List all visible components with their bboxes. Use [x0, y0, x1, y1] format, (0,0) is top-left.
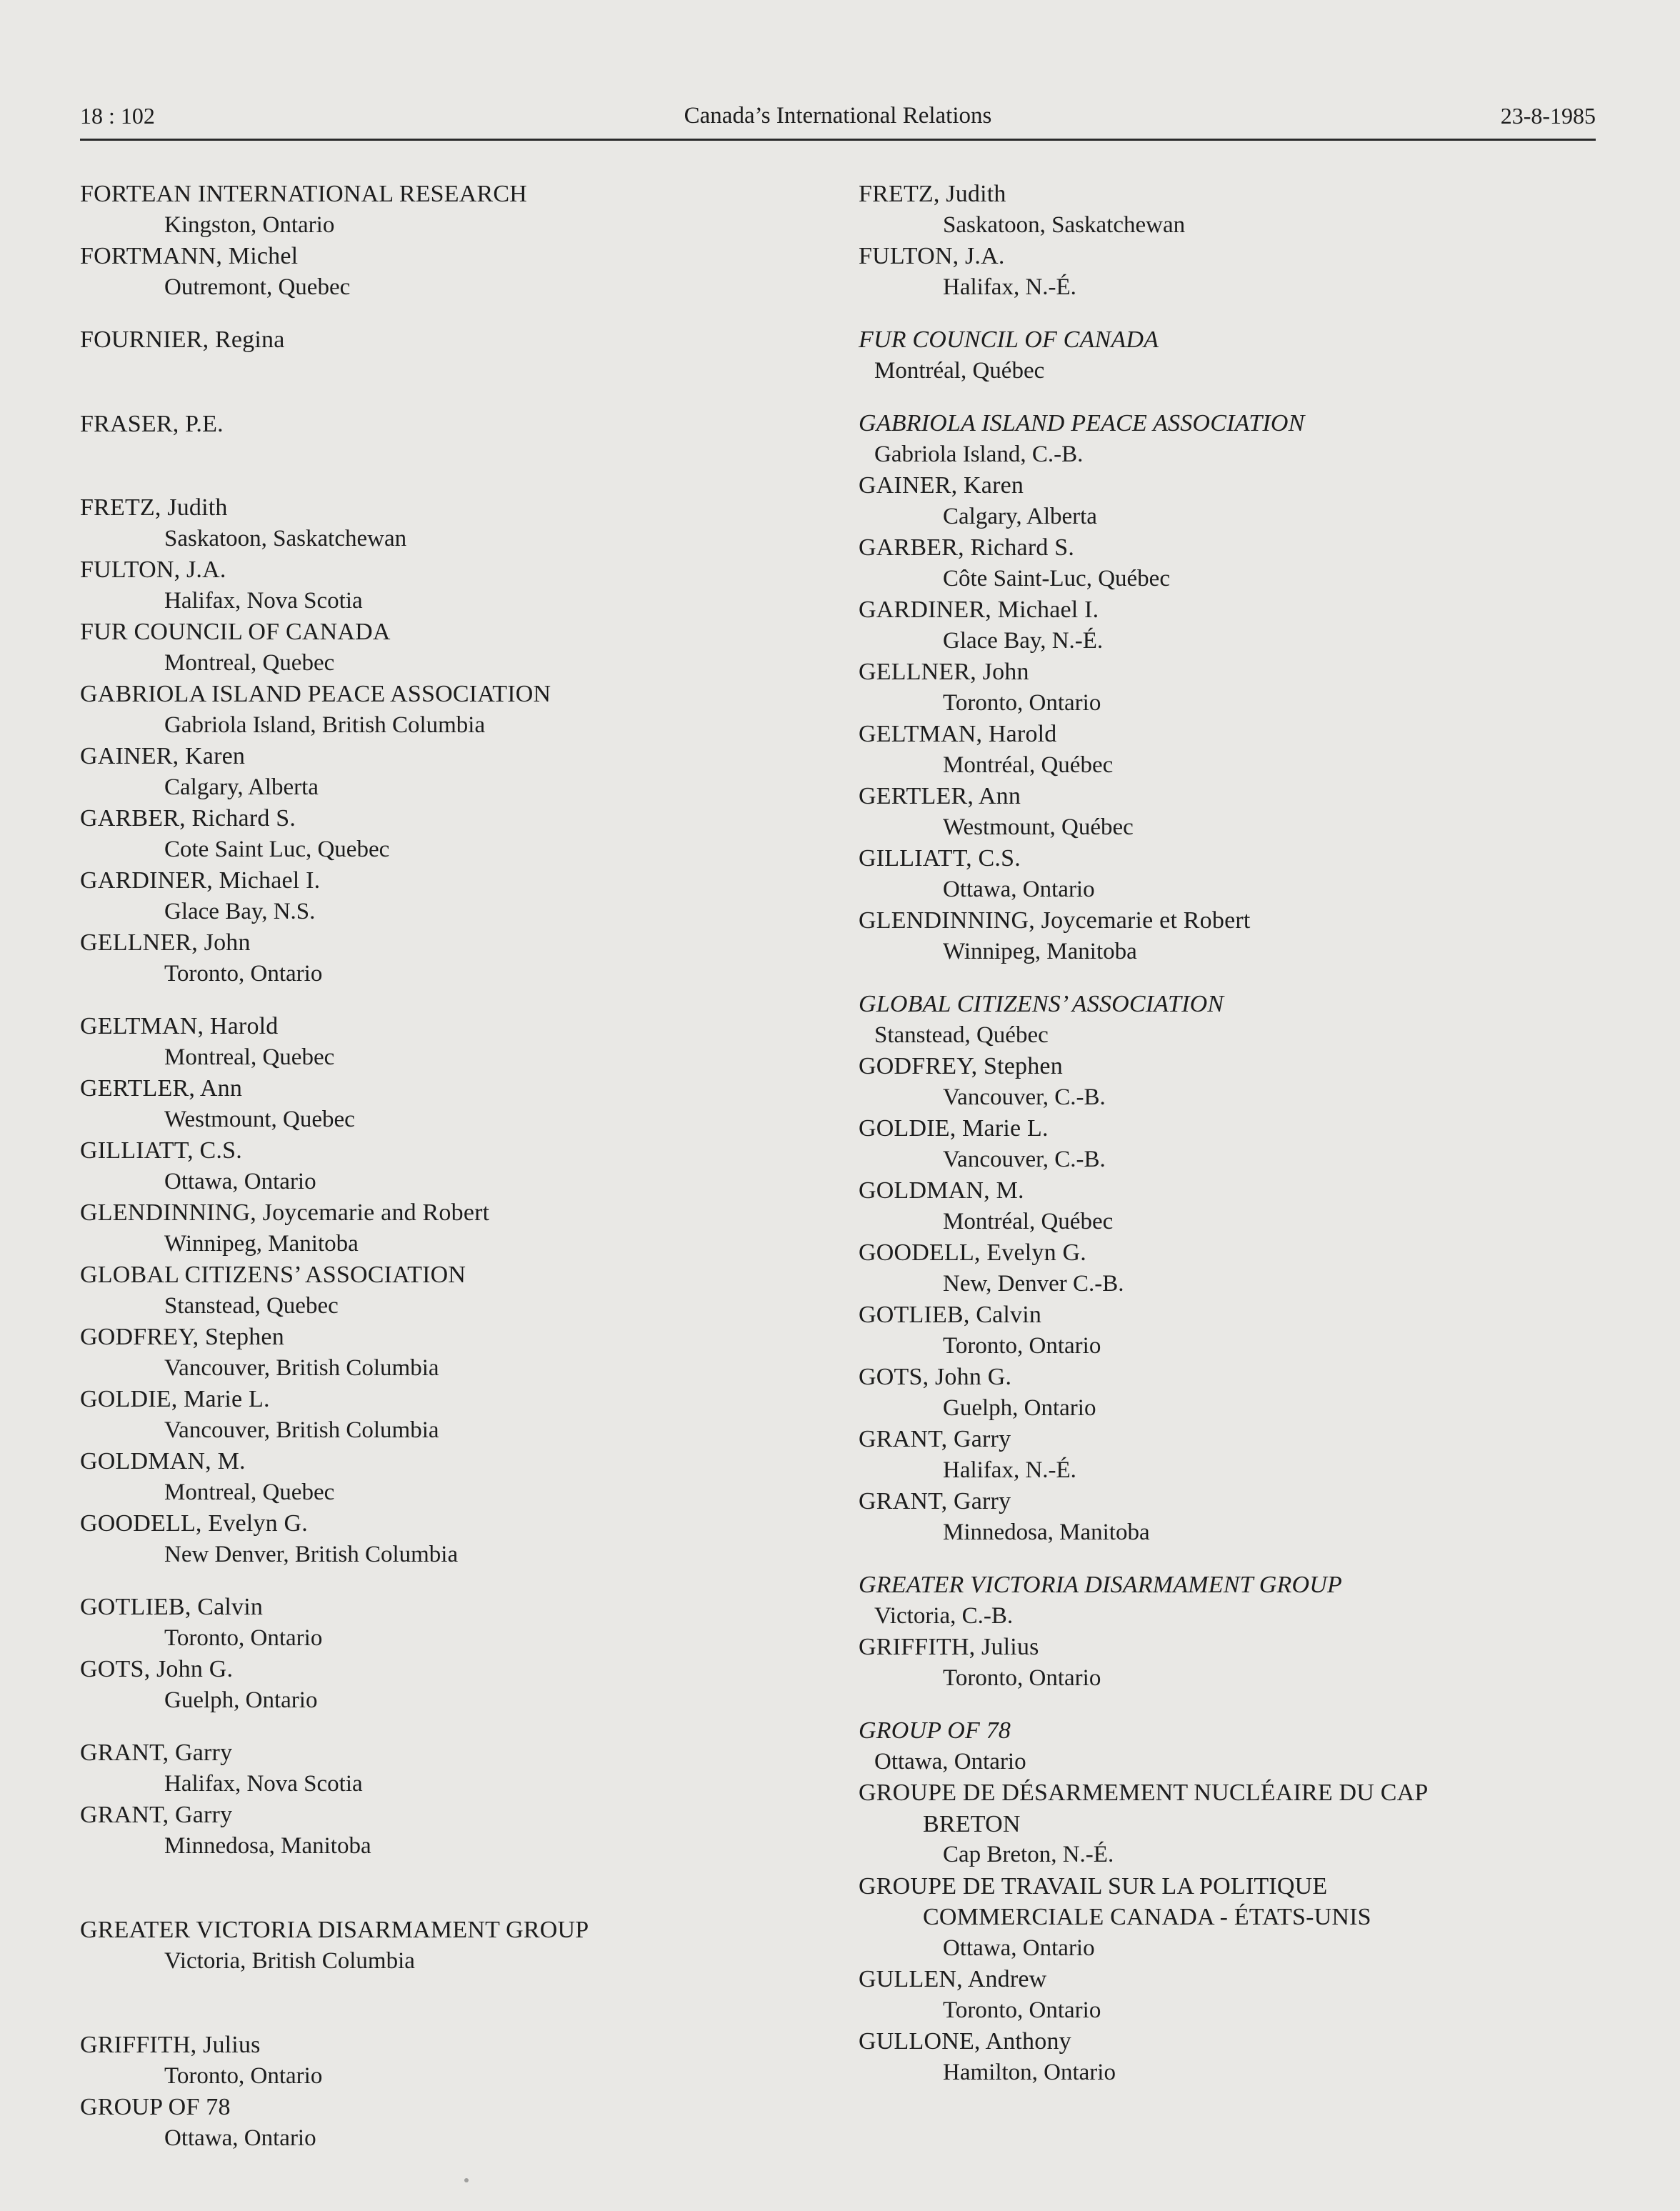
list-entry [859, 657, 1601, 719]
entry-location: New, Denver C.-B. [943, 1270, 1124, 1297]
list-entry [80, 927, 837, 989]
entry-name: GRANT, Garry [80, 1802, 233, 1828]
entry-location: Calgary, Alberta [164, 774, 319, 800]
entry-name: GRIFFITH, Julius [859, 1634, 1039, 1660]
right-column [859, 179, 1601, 2088]
entry-location: Minnedosa, Manitoba [943, 1519, 1150, 1545]
entry-name: GELLNER, John [80, 929, 251, 956]
entry-location: Cap Breton, N.-É. [943, 1842, 1114, 1867]
list-entry [859, 1632, 1601, 1694]
entry-location: Kingston, Ontario [164, 211, 335, 238]
left-column [80, 179, 837, 2154]
list-entry [859, 1569, 1601, 1632]
entry-name: FRETZ, Judith [859, 181, 1006, 207]
entry-name: GOLDIE, Marie L. [859, 1115, 1049, 1142]
list-entry [859, 532, 1601, 594]
list-entry [859, 1486, 1601, 1548]
list-entry [859, 719, 1601, 781]
list-entry [80, 865, 837, 927]
entry-location: Stanstead, Quebec [164, 1292, 339, 1319]
entry-location: Ottawa, Ontario [943, 1935, 1095, 1961]
list-entry [859, 1777, 1601, 1871]
list-entry [80, 803, 837, 865]
list-entry [80, 617, 837, 679]
entry-location: Gabriola Island, C.-B. [874, 441, 1084, 467]
list-entry [859, 1362, 1601, 1424]
entry-location: Montréal, Québec [943, 752, 1114, 778]
entry-name: GROUPE DE TRAVAIL SUR LA POLITIQUE [859, 1872, 1328, 1900]
entry-location: Toronto, Ontario [943, 689, 1101, 716]
list-entry [80, 492, 837, 554]
entry-name: GRIFFITH, Julius [80, 2032, 261, 2058]
entry-location: Toronto, Ontario [943, 1997, 1101, 2023]
entry-location: Gabriola Island, British Columbia [164, 712, 486, 738]
entry-location: Guelph, Ontario [164, 1687, 318, 1713]
entry-location: Toronto, Ontario [943, 1665, 1101, 1691]
entry-location: Montréal, Québec [943, 1208, 1114, 1234]
entry-name: GRANT, Garry [859, 1426, 1011, 1452]
list-entry [859, 1871, 1601, 1965]
entry-name: GROUPE DE DÉSARMEMENT NUCLÉAIRE DU CAP [859, 1780, 1429, 1806]
list-entry [859, 470, 1601, 532]
entry-name: FORTMANN, Michel [80, 243, 299, 269]
entry-name: GOLDIE, Marie L. [80, 1386, 270, 1412]
entry-name: GOODELL, Evelyn G. [859, 1239, 1086, 1266]
list-entry [859, 408, 1601, 470]
list-entry [80, 409, 837, 440]
list-entry [80, 1322, 837, 1384]
entry-name: GABRIOLA ISLAND PEACE ASSOCIATION [859, 410, 1305, 436]
entry-name: GILLIATT, C.S. [859, 845, 1021, 872]
entry-location: Hamilton, Ontario [943, 2059, 1116, 2085]
entry-name: FORTEAN INTERNATIONAL RESEARCH [80, 181, 528, 207]
list-entry [859, 1051, 1601, 1113]
list-entry [859, 324, 1601, 386]
entry-location: Ottawa, Ontario [164, 1168, 316, 1194]
list-entry [859, 1424, 1601, 1486]
list-entry [80, 679, 837, 741]
entry-name: GLENDINNING, Joycemarie and Robert [80, 1199, 490, 1226]
list-entry [859, 1964, 1601, 2026]
entry-name: GULLONE, Anthony [859, 2028, 1071, 2055]
list-entry [80, 1259, 837, 1322]
entry-name-continued: COMMERCIALE CANADA - ÉTATS-UNIS [923, 1904, 1371, 1930]
entry-location: Winnipeg, Manitoba [164, 1230, 359, 1257]
list-entry [80, 1737, 837, 1800]
list-entry [859, 1113, 1601, 1175]
entry-location: Ottawa, Ontario [943, 876, 1095, 902]
list-entry [859, 179, 1601, 241]
list-entry [80, 741, 837, 803]
entry-name: FULTON, J.A. [80, 557, 226, 583]
entry-location: Vancouver, British Columbia [164, 1354, 439, 1381]
entry-location: Toronto, Ontario [943, 1332, 1101, 1359]
entry-location: Vancouver, British Columbia [164, 1417, 439, 1443]
entry-name: GOLDMAN, M. [80, 1448, 246, 1474]
list-entry [80, 1446, 837, 1508]
header-rule [80, 139, 1596, 141]
entry-name: GLOBAL CITIZENS’ ASSOCIATION [859, 991, 1224, 1017]
entry-location: Cote Saint Luc, Quebec [164, 836, 390, 862]
entry-name: GRANT, Garry [80, 1740, 233, 1766]
list-entry [859, 989, 1601, 1051]
page-header [80, 100, 1596, 140]
entry-name: GARBER, Richard S. [859, 534, 1075, 561]
list-entry [80, 1915, 837, 1977]
entry-location: Outremont, Quebec [164, 274, 351, 300]
list-entry [80, 554, 837, 617]
entry-name: GLOBAL CITIZENS’ ASSOCIATION [80, 1262, 466, 1288]
header-date: 23-8-1985 [1500, 103, 1596, 129]
entry-name: GULLEN, Andrew [859, 1966, 1047, 1992]
list-entry [80, 1800, 837, 1862]
ink-speck [464, 2178, 469, 2182]
entry-location: Glace Bay, N.S. [164, 898, 316, 924]
list-entry [859, 594, 1601, 657]
entry-location: Westmount, Quebec [164, 1106, 355, 1132]
entry-location: Halifax, N.-É. [943, 274, 1076, 300]
list-entry [80, 1135, 837, 1197]
entry-location: Côte Saint-Luc, Québec [943, 565, 1170, 592]
entry-location: Vancouver, C.-B. [943, 1084, 1106, 1110]
entry-location: Halifax, N.-É. [943, 1457, 1076, 1483]
entry-name: GERTLER, Ann [80, 1075, 243, 1102]
entry-name: GAINER, Karen [80, 743, 246, 769]
entry-location: Calgary, Alberta [943, 503, 1097, 529]
entry-name: FUR COUNCIL OF CANADA [859, 326, 1159, 353]
entry-name: FUR COUNCIL OF CANADA [80, 619, 391, 645]
entry-name: GELTMAN, Harold [80, 1013, 279, 1039]
list-entry [859, 781, 1601, 843]
running-title: Canada’s International Relations [684, 103, 992, 129]
entry-location: New Denver, British Columbia [164, 1541, 459, 1567]
entry-location: Vancouver, C.-B. [943, 1146, 1106, 1172]
entry-name: GERTLER, Ann [859, 783, 1021, 809]
page-reference: 18 : 102 [80, 103, 155, 129]
entry-name: GLENDINNING, Joycemarie et Robert [859, 907, 1251, 934]
entry-location: Halifax, Nova Scotia [164, 1770, 363, 1797]
entry-location: Toronto, Ontario [164, 1624, 323, 1651]
list-entry [80, 2092, 837, 2154]
entry-location: Montreal, Quebec [164, 1479, 335, 1505]
entry-location: Toronto, Ontario [164, 960, 323, 987]
list-entry [80, 1592, 837, 1654]
entry-name: GARDINER, Michael I. [80, 867, 321, 894]
entry-name: GREATER VICTORIA DISARMAMENT GROUP [80, 1917, 589, 1943]
entry-location: Winnipeg, Manitoba [943, 938, 1137, 964]
list-entry [80, 2030, 837, 2092]
entry-name: GOTS, John G. [859, 1364, 1012, 1390]
entry-name: FRASER, P.E. [80, 410, 224, 437]
list-entry [859, 1299, 1601, 1362]
entry-location: Saskatoon, Saskatchewan [164, 525, 407, 551]
list-entry [80, 1654, 837, 1716]
entry-name: GOTS, John G. [80, 1656, 234, 1682]
entry-location: Westmount, Québec [943, 814, 1134, 840]
list-entry [80, 241, 837, 303]
entry-name: GRANT, Garry [859, 1488, 1011, 1514]
entry-location: Ottawa, Ontario [874, 1748, 1026, 1775]
entry-name: GOTLIEB, Calvin [859, 1302, 1042, 1328]
entry-name: GROUP OF 78 [859, 1717, 1011, 1744]
list-entry [859, 1237, 1601, 1299]
entry-name: GROUP OF 78 [80, 2094, 231, 2120]
entry-location: Montreal, Quebec [164, 649, 335, 676]
list-entry [80, 1384, 837, 1446]
entry-name-continued: BRETON [923, 1810, 1021, 1837]
entry-location: Victoria, C.-B. [874, 1602, 1014, 1629]
entry-name: GREATER VICTORIA DISARMAMENT GROUP [859, 1572, 1342, 1598]
entry-name: GILLIATT, C.S. [80, 1137, 242, 1164]
list-entry [80, 1197, 837, 1259]
entry-location: Halifax, Nova Scotia [164, 587, 363, 614]
entry-location: Montréal, Québec [874, 357, 1045, 384]
entry-location: Ottawa, Ontario [164, 2125, 316, 2151]
entry-name: GOODELL, Evelyn G. [80, 1510, 308, 1537]
entry-name: GAINER, Karen [859, 472, 1024, 499]
list-entry [859, 1715, 1601, 1777]
list-entry [859, 1175, 1601, 1237]
entry-location: Victoria, British Columbia [164, 1947, 415, 1974]
entry-name: GARDINER, Michael I. [859, 597, 1099, 623]
list-entry [80, 1508, 837, 1570]
list-entry [859, 905, 1601, 967]
entry-name: GOTLIEB, Calvin [80, 1594, 264, 1620]
list-entry [859, 843, 1601, 905]
entry-name: GELLNER, John [859, 659, 1029, 685]
entry-name: FOURNIER, Regina [80, 326, 285, 353]
entry-name: GODFREY, Stephen [80, 1324, 284, 1350]
entry-name: GOLDMAN, M. [859, 1177, 1024, 1204]
entry-location: Montreal, Quebec [164, 1044, 335, 1070]
entry-location: Glace Bay, N.-É. [943, 627, 1104, 654]
list-entry [80, 1011, 837, 1073]
entry-location: Toronto, Ontario [164, 2062, 323, 2089]
list-entry [80, 179, 837, 241]
entry-name: FRETZ, Judith [80, 494, 228, 521]
list-entry [80, 324, 837, 356]
list-entry [859, 2026, 1601, 2088]
list-entry [80, 1073, 837, 1135]
entry-name: FULTON, J.A. [859, 243, 1005, 269]
entry-name: GELTMAN, Harold [859, 721, 1057, 747]
entry-name: GABRIOLA ISLAND PEACE ASSOCIATION [80, 681, 551, 707]
entry-location: Minnedosa, Manitoba [164, 1832, 371, 1859]
entry-location: Stanstead, Québec [874, 1022, 1049, 1048]
entry-location: Saskatoon, Saskatchewan [943, 211, 1186, 238]
entry-name: GODFREY, Stephen [859, 1053, 1063, 1079]
entry-name: GARBER, Richard S. [80, 805, 296, 832]
entry-location: Guelph, Ontario [943, 1394, 1096, 1421]
list-entry [859, 241, 1601, 303]
